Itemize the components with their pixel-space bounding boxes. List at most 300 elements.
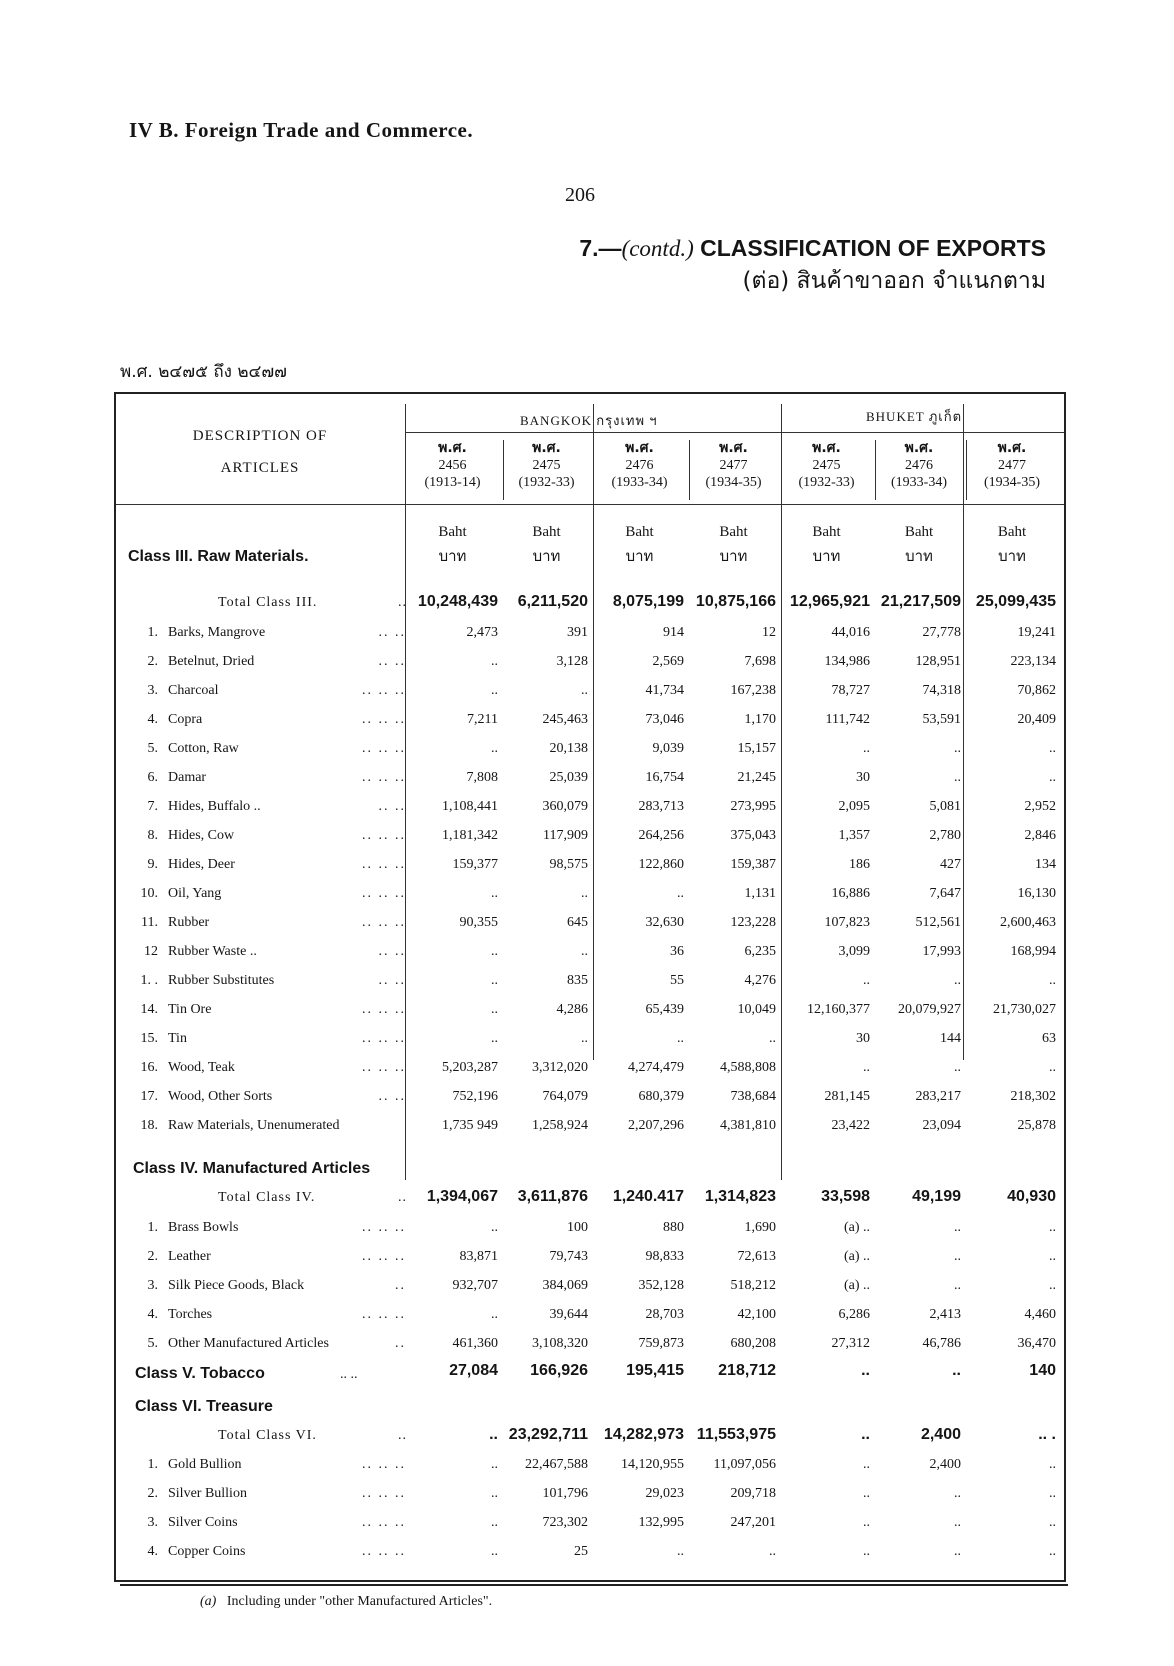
value-cell: .. xyxy=(491,973,498,988)
value-cell: 21,245 xyxy=(737,770,776,785)
row-leader: .. .. .. xyxy=(362,1220,406,1235)
column-header-be: พ.ศ. xyxy=(997,440,1027,456)
value-cell: 932,707 xyxy=(452,1278,498,1293)
value-cell: .. xyxy=(1049,1278,1056,1293)
value-cell: 166,926 xyxy=(530,1362,588,1379)
value-cell: 78,727 xyxy=(831,683,870,698)
value-cell: .. xyxy=(863,973,870,988)
value-cell: 6,211,520 xyxy=(517,593,588,610)
value-cell: .. xyxy=(581,944,588,959)
value-cell: 2,952 xyxy=(1024,799,1056,814)
unit-label-en: Baht xyxy=(532,524,561,540)
unit-label xyxy=(405,520,500,568)
unit-label xyxy=(593,520,686,568)
value-cell: 3,611,876 xyxy=(517,1188,588,1205)
value-cell: 427 xyxy=(940,857,961,872)
value-cell: .. xyxy=(677,886,684,901)
row-text: Gold Bullion xyxy=(168,1457,242,1472)
value-cell: 29,023 xyxy=(645,1486,684,1501)
value-cell: 32,630 xyxy=(645,915,684,930)
value-cell: .. xyxy=(863,1515,870,1530)
value-cell: .. xyxy=(863,1486,870,1501)
column-header-year: 2475 xyxy=(532,458,561,473)
value-cell: 72,613 xyxy=(737,1249,776,1264)
column-header xyxy=(781,440,872,491)
row-leader: .. xyxy=(395,1278,406,1293)
value-cell: .. xyxy=(491,1486,498,1501)
value-cell: .. xyxy=(861,1426,870,1443)
value-cell: 186 xyxy=(849,857,870,872)
value-cell: .. xyxy=(1049,770,1056,785)
value-cell: 752,196 xyxy=(452,1089,498,1104)
value-cell: 835 xyxy=(567,973,588,988)
row-number: 1. xyxy=(147,625,158,640)
value-cell: 16,754 xyxy=(645,770,684,785)
value-cell: .. xyxy=(1049,741,1056,756)
unit-label-en: Baht xyxy=(997,524,1027,540)
group-header-bangkok: BANGKOK กรุงเทพ ฯ xyxy=(520,413,658,428)
column-header-be: พ.ศ. xyxy=(812,440,841,456)
value-cell: 42,100 xyxy=(737,1307,776,1322)
row-leader: .. .. .. xyxy=(362,886,406,901)
value-cell: 1,240.417 xyxy=(612,1188,684,1205)
footnote xyxy=(200,1594,492,1610)
column-header-ad: (1933-34) xyxy=(611,475,668,490)
value-cell: .. xyxy=(769,1544,776,1559)
row-number: 6. xyxy=(147,770,158,785)
row-number: 10. xyxy=(140,886,158,901)
row-number: 16. xyxy=(140,1060,158,1075)
row-text: Hides, Buffalo .. xyxy=(168,799,261,814)
value-cell: 360,079 xyxy=(542,799,588,814)
row-number: 1. . xyxy=(140,973,158,988)
value-cell: 245,463 xyxy=(542,712,588,727)
value-cell: 7,211 xyxy=(467,712,498,727)
unit-label-th: บาท xyxy=(998,547,1026,565)
row-leader: .. .. xyxy=(378,1089,406,1104)
value-cell: 23,422 xyxy=(831,1118,870,1133)
value-cell: .. xyxy=(491,1544,498,1559)
value-cell: .. xyxy=(489,1426,498,1443)
value-cell: 264,256 xyxy=(638,828,684,843)
value-cell: 19,241 xyxy=(1017,625,1056,640)
value-cell: .. xyxy=(1049,973,1056,988)
row-number: 14. xyxy=(140,1002,158,1017)
period-label: พ.ศ. ๒๔๗๕ ถึง ๒๔๗๗ xyxy=(120,362,287,382)
column-rule xyxy=(593,404,594,1060)
row-leader: .. .. .. xyxy=(362,828,406,843)
value-cell: 10,049 xyxy=(737,1002,776,1017)
value-cell: 2,780 xyxy=(929,828,961,843)
value-cell: .. xyxy=(677,1031,684,1046)
value-cell: 27,312 xyxy=(831,1336,870,1351)
column-header-year: 2456 xyxy=(438,458,467,473)
row-text: Raw Materials, Unenumerated xyxy=(168,1118,340,1133)
row-leader: .. .. xyxy=(378,973,406,988)
value-cell: 21,217,509 xyxy=(880,593,961,610)
value-cell: 132,995 xyxy=(638,1515,684,1530)
value-cell: 391 xyxy=(567,625,588,640)
value-cell: 25 xyxy=(574,1544,588,1559)
value-cell: .. xyxy=(491,1515,498,1530)
row-leader: .. .. xyxy=(340,1367,358,1382)
unit-label xyxy=(966,520,1058,568)
unit-label-en: Baht xyxy=(438,524,467,540)
column-header xyxy=(405,440,500,491)
value-cell: 74,318 xyxy=(922,683,961,698)
value-cell: .. xyxy=(491,683,498,698)
header-rule xyxy=(116,504,1064,505)
value-cell: .. xyxy=(677,1544,684,1559)
value-cell: .. xyxy=(863,741,870,756)
value-cell: .. xyxy=(491,1002,498,1017)
value-cell: 117,909 xyxy=(543,828,588,843)
row-number: 12 xyxy=(144,944,158,959)
value-cell: .. xyxy=(954,1515,961,1530)
value-cell: .. xyxy=(491,1457,498,1472)
total-label-leader: .. xyxy=(398,595,407,610)
value-cell: 3,128 xyxy=(556,654,588,669)
value-cell: 159,377 xyxy=(452,857,498,872)
value-cell: 12 xyxy=(762,625,776,640)
row-number: 15. xyxy=(140,1031,158,1046)
value-cell: 28,703 xyxy=(645,1307,684,1322)
column-header-ad: (1934-35) xyxy=(705,475,762,490)
row-number: 4. xyxy=(147,1307,158,1322)
value-cell: 25,878 xyxy=(1017,1118,1056,1133)
row-text: Rubber Substitutes xyxy=(168,973,275,988)
column-header xyxy=(966,440,1058,491)
value-cell: .. xyxy=(954,1486,961,1501)
value-cell: 33,598 xyxy=(821,1188,870,1205)
value-cell: 21,730,027 xyxy=(993,1002,1056,1017)
row-text: Silver Bullion xyxy=(168,1486,247,1501)
value-cell: 11,097,056 xyxy=(713,1457,776,1472)
column-header-ad: (1913-14) xyxy=(424,475,481,490)
row-text: Cotton, Raw xyxy=(168,741,239,756)
value-cell: 55 xyxy=(670,973,684,988)
row-text: Copra xyxy=(168,712,203,727)
value-cell: .. xyxy=(954,770,961,785)
value-cell: 23,292,711 xyxy=(508,1426,588,1443)
table-title-en: 7.—(contd.) CLASSIFICATION OF EXPORTS xyxy=(579,235,1046,261)
value-cell: 764,079 xyxy=(542,1089,588,1104)
value-cell: 461,360 xyxy=(452,1336,498,1351)
column-header-be: พ.ศ. xyxy=(625,440,654,456)
value-cell: .. xyxy=(863,1060,870,1075)
value-cell: .. xyxy=(954,1060,961,1075)
row-text: Silk Piece Goods, Black xyxy=(168,1278,305,1293)
total-label-text: Total Class III. xyxy=(218,595,318,610)
unit-label xyxy=(689,520,778,568)
class-heading: Class V. Tobacco xyxy=(135,1365,265,1382)
row-leader: .. .. .. xyxy=(362,1060,406,1075)
value-cell: 41,734 xyxy=(645,683,684,698)
total-label xyxy=(218,1190,407,1206)
value-cell: 90,355 xyxy=(459,915,498,930)
row-leader: .. .. .. xyxy=(362,712,406,727)
unit-label xyxy=(781,520,872,568)
row-number: 1. xyxy=(147,1457,158,1472)
value-cell: 4,286 xyxy=(556,1002,588,1017)
value-cell: 25,099,435 xyxy=(975,593,1056,610)
unit-label-th: บาท xyxy=(812,547,841,565)
value-cell: .. xyxy=(1049,1060,1056,1075)
value-cell: 15,157 xyxy=(737,741,776,756)
value-cell: .. xyxy=(861,1362,870,1379)
value-cell: 1,108,441 xyxy=(442,799,498,814)
value-cell: .. xyxy=(954,1249,961,1264)
unit-label-th: บาท xyxy=(625,547,654,565)
total-label-leader: .. xyxy=(398,1428,407,1443)
row-text: Silver Coins xyxy=(168,1515,238,1530)
description-head-line1: DESCRIPTION OF xyxy=(192,428,328,444)
value-cell: 49,199 xyxy=(912,1188,961,1205)
value-cell: 1,314,823 xyxy=(704,1188,776,1205)
column-header-year: 2475 xyxy=(812,458,841,473)
value-cell: 44,016 xyxy=(831,625,870,640)
row-number: 4. xyxy=(147,712,158,727)
value-cell: .. xyxy=(1049,1220,1056,1235)
column-header-ad: (1932-33) xyxy=(798,475,855,490)
value-cell: 1,258,924 xyxy=(532,1118,588,1133)
table-title xyxy=(579,232,1046,297)
value-cell: 223,134 xyxy=(1010,654,1056,669)
column-header-ad: (1933-34) xyxy=(891,475,947,490)
value-cell: .. xyxy=(491,1307,498,1322)
value-cell: 122,860 xyxy=(638,857,684,872)
value-cell: 2,846 xyxy=(1024,828,1056,843)
total-label xyxy=(218,595,407,611)
value-cell: 79,743 xyxy=(549,1249,588,1264)
value-cell: .. xyxy=(491,741,498,756)
value-cell: 20,409 xyxy=(1017,712,1056,727)
value-cell: 11,553,975 xyxy=(696,1426,776,1443)
value-cell: 25,039 xyxy=(549,770,588,785)
value-cell: .. xyxy=(491,1031,498,1046)
row-text: Rubber Waste .. xyxy=(168,944,257,959)
value-cell: .. xyxy=(1049,1249,1056,1264)
column-header xyxy=(875,440,963,491)
value-cell: 3,099 xyxy=(838,944,870,959)
value-cell: 30 xyxy=(856,1031,870,1046)
unit-label xyxy=(875,520,963,568)
row-number: 1. xyxy=(147,1220,158,1235)
row-leader: .. .. .. xyxy=(362,1002,406,1017)
value-cell: 53,591 xyxy=(922,712,961,727)
row-leader: .. .. .. xyxy=(362,683,406,698)
value-cell: 1,170 xyxy=(744,712,776,727)
value-cell: 10,248,439 xyxy=(417,593,498,610)
value-cell: 1,357 xyxy=(838,828,870,843)
row-text: Torches xyxy=(168,1307,213,1322)
value-cell: 8,075,199 xyxy=(612,593,684,610)
value-cell: 36,470 xyxy=(1017,1336,1056,1351)
row-text: Damar xyxy=(168,770,207,785)
column-header-year: 2477 xyxy=(998,458,1026,473)
row-text: Brass Bowls xyxy=(168,1220,239,1235)
value-cell: .. xyxy=(863,1457,870,1472)
value-cell: 4,381,810 xyxy=(720,1118,776,1133)
value-cell: 134 xyxy=(1035,857,1056,872)
value-cell: 384,069 xyxy=(542,1278,588,1293)
row-text: Hides, Cow xyxy=(168,828,235,843)
total-label-text: Total Class IV. xyxy=(218,1190,316,1205)
total-label xyxy=(218,1428,407,1444)
unit-label-th: บาท xyxy=(532,547,561,565)
row-text: Tin xyxy=(168,1031,187,1046)
row-number: 3. xyxy=(147,683,158,698)
row-text: Hides, Deer xyxy=(168,857,235,872)
value-cell: .. xyxy=(863,1544,870,1559)
row-number: 18. xyxy=(140,1118,158,1133)
value-cell: .. xyxy=(769,1031,776,1046)
value-cell: 4,274,479 xyxy=(628,1060,684,1075)
value-cell: 39,644 xyxy=(549,1307,588,1322)
column-header-year: 2476 xyxy=(905,458,933,473)
value-cell: .. xyxy=(491,1220,498,1235)
value-cell: 2,600,463 xyxy=(1000,915,1056,930)
header-rule xyxy=(406,432,1064,433)
row-number: 17. xyxy=(140,1089,158,1104)
row-leader: .. .. xyxy=(378,625,406,640)
value-cell: 168,994 xyxy=(1010,944,1056,959)
column-header xyxy=(593,440,686,491)
value-cell: 5,203,287 xyxy=(442,1060,498,1075)
value-cell: 144 xyxy=(940,1031,961,1046)
row-number: 7. xyxy=(147,799,158,814)
value-cell: 46,786 xyxy=(922,1336,961,1351)
column-header xyxy=(689,440,778,491)
value-cell: 512,561 xyxy=(915,915,961,930)
value-cell: 98,833 xyxy=(645,1249,684,1264)
value-cell: 36 xyxy=(670,944,684,959)
column-header-ad: (1932-33) xyxy=(518,475,575,490)
value-cell: 4,460 xyxy=(1024,1307,1056,1322)
total-label-text: Total Class VI. xyxy=(218,1428,317,1443)
value-cell: 2,400 xyxy=(929,1457,961,1472)
value-cell: 723,302 xyxy=(542,1515,588,1530)
row-leader: .. .. .. xyxy=(362,1486,406,1501)
value-cell: 123,228 xyxy=(730,915,776,930)
value-cell: 1,735 949 xyxy=(442,1118,498,1133)
row-leader: .. .. .. xyxy=(362,915,406,930)
row-leader: .. .. .. xyxy=(362,741,406,756)
row-text: Barks, Mangrove xyxy=(168,625,266,640)
column-header-be: พ.ศ. xyxy=(719,440,748,456)
value-cell: 70,862 xyxy=(1017,683,1056,698)
row-leader: .. .. .. xyxy=(362,857,406,872)
value-cell: 101,796 xyxy=(542,1486,588,1501)
row-text: Rubber xyxy=(168,915,210,930)
value-cell: 98,575 xyxy=(549,857,588,872)
value-cell: 2,569 xyxy=(652,654,684,669)
column-header-be: พ.ศ. xyxy=(904,440,934,456)
row-leader: .. .. .. xyxy=(362,1515,406,1530)
unit-label xyxy=(503,520,590,568)
row-text: Charcoal xyxy=(168,683,219,698)
row-number: 4. xyxy=(147,1544,158,1559)
value-cell: 247,201 xyxy=(730,1515,776,1530)
page-number: 206 xyxy=(565,184,595,206)
row-leader: .. .. .. xyxy=(362,1249,406,1264)
value-cell: 7,698 xyxy=(744,654,776,669)
value-cell: 73,046 xyxy=(645,712,684,727)
unit-label-en: Baht xyxy=(625,524,654,540)
value-cell: .. xyxy=(1049,1515,1056,1530)
value-cell: 6,286 xyxy=(838,1307,870,1322)
value-cell: 3,312,020 xyxy=(532,1060,588,1075)
value-cell: 12,160,377 xyxy=(807,1002,870,1017)
value-cell: 880 xyxy=(663,1220,684,1235)
value-cell: 159,387 xyxy=(730,857,776,872)
value-cell: 128,951 xyxy=(915,654,961,669)
value-cell: .. xyxy=(581,886,588,901)
column-header-year: 2477 xyxy=(719,458,748,473)
value-cell: 352,128 xyxy=(638,1278,684,1293)
unit-label-en: Baht xyxy=(719,524,748,540)
row-leader: .. .. xyxy=(378,944,406,959)
value-cell: 134,986 xyxy=(824,654,870,669)
row-number: 5. xyxy=(147,741,158,756)
value-cell: .. xyxy=(581,1031,588,1046)
row-leader: .. .. xyxy=(378,654,406,669)
value-cell: 140 xyxy=(1029,1362,1056,1379)
class-heading: Class IV. Manufactured Articles xyxy=(133,1160,371,1177)
value-cell: .. . xyxy=(1038,1426,1056,1443)
value-cell: 218,712 xyxy=(718,1362,776,1379)
value-cell: 23,094 xyxy=(922,1118,961,1133)
footnote-marker: (a) xyxy=(200,1594,217,1609)
value-cell: 1,181,342 xyxy=(442,828,498,843)
value-cell: 14,120,955 xyxy=(621,1457,684,1472)
row-number: 3. xyxy=(147,1515,158,1530)
row-number: 5. xyxy=(147,1336,158,1351)
value-cell: 100 xyxy=(567,1220,588,1235)
unit-label-en: Baht xyxy=(904,524,934,540)
unit-label-th: บาท xyxy=(719,547,748,565)
value-cell: 12,965,921 xyxy=(789,593,870,610)
row-leader: .. .. .. xyxy=(362,1544,406,1559)
table-frame-bottom-rule xyxy=(120,1584,1068,1586)
value-cell: .. xyxy=(1049,1457,1056,1472)
row-text: Copper Coins xyxy=(168,1544,246,1559)
column-header-be: พ.ศ. xyxy=(438,440,467,456)
value-cell: .. xyxy=(954,1220,961,1235)
row-leader: .. xyxy=(395,1336,406,1351)
value-cell: 914 xyxy=(663,625,684,640)
value-cell: 1,690 xyxy=(744,1220,776,1235)
value-cell: 738,684 xyxy=(730,1089,776,1104)
value-cell: 283,713 xyxy=(638,799,684,814)
value-cell: 2,413 xyxy=(929,1307,961,1322)
value-cell: .. xyxy=(954,1544,961,1559)
row-text: Leather xyxy=(168,1249,211,1264)
value-cell: 283,217 xyxy=(915,1089,961,1104)
value-cell: 518,212 xyxy=(730,1278,776,1293)
value-cell: 680,208 xyxy=(730,1336,776,1351)
row-leader: .. .. .. xyxy=(362,1031,406,1046)
footnote-text: Including under "other Manufactured Articles". xyxy=(226,1594,493,1609)
description-head-line2: ARTICLES xyxy=(220,460,300,476)
value-cell: 759,873 xyxy=(638,1336,684,1351)
value-cell: .. xyxy=(1049,1544,1056,1559)
value-cell: 7,808 xyxy=(466,770,498,785)
value-cell: .. xyxy=(954,1278,961,1293)
value-cell: .. xyxy=(952,1362,961,1379)
value-cell: 10,875,166 xyxy=(695,593,776,610)
value-cell: 65,439 xyxy=(645,1002,684,1017)
